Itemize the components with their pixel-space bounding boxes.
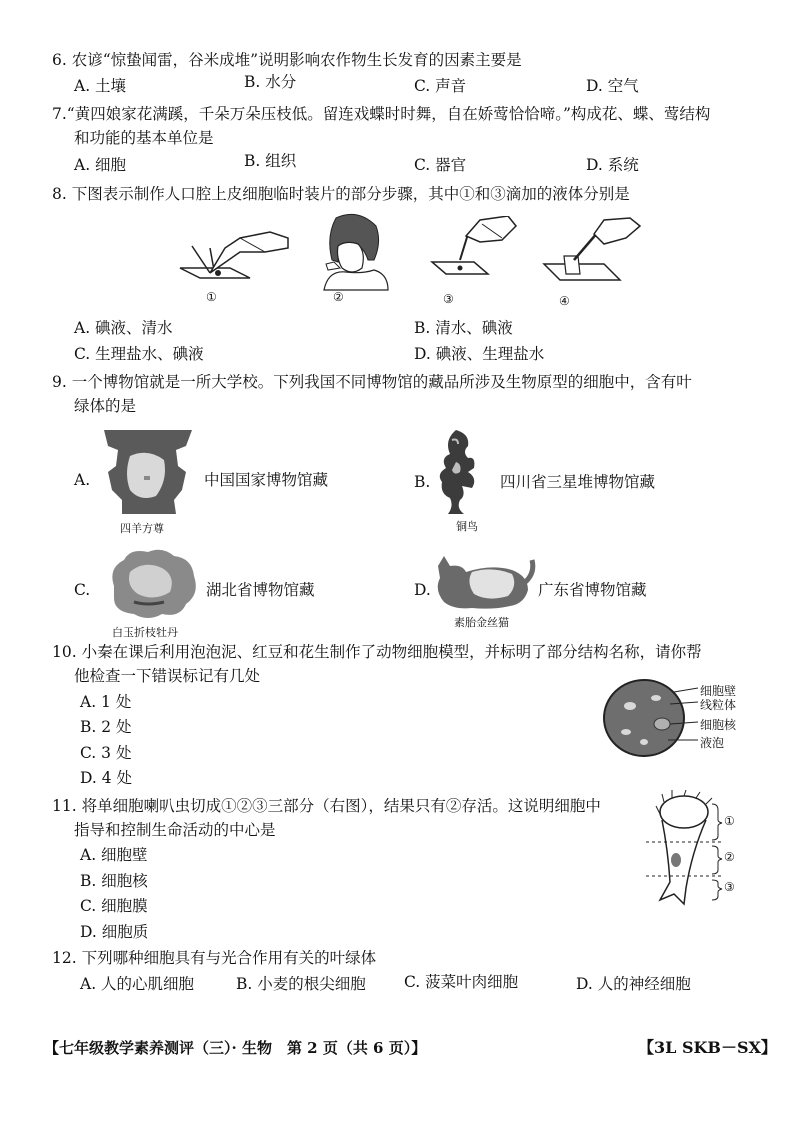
q9-option-c-museum: 湖北省博物馆藏 bbox=[206, 581, 315, 599]
q10-option-b: B. 2 处 bbox=[80, 718, 132, 736]
q10-option-a: A. 1 处 bbox=[80, 693, 132, 711]
q11-option-a: A. 细胞壁 bbox=[80, 846, 148, 864]
q11-option-d: D. 细胞质 bbox=[80, 923, 149, 941]
q11-trumpet-worm-figure bbox=[640, 790, 730, 908]
q6-option-a: A. 土壤 bbox=[74, 77, 127, 95]
q9-option-b-image bbox=[432, 428, 492, 518]
q10-option-d: D. 4 处 bbox=[80, 769, 133, 787]
q8-option-b: B. 清水、碘液 bbox=[414, 319, 513, 337]
q8-option-a: A. 碘液、清水 bbox=[74, 319, 173, 337]
q7-option-b: B. 组织 bbox=[244, 152, 297, 170]
q9-option-d-image bbox=[432, 546, 536, 616]
q10-label-cell-wall: 细胞壁 bbox=[700, 684, 737, 698]
q7-option-d: D. 系统 bbox=[586, 156, 639, 174]
q8-stem: 8. 下图表示制作人口腔上皮细胞临时装片的部分步骤，其中①和③滴加的液体分别是 bbox=[52, 185, 630, 203]
q9-option-b-museum: 四川省三星堆博物馆藏 bbox=[500, 473, 656, 491]
q10-label-nucleus: 细胞核 bbox=[700, 718, 737, 732]
q9-stem-line1: 9. 一个博物馆就是一所大学校。下列我国不同博物馆的藏品所涉及生物原型的细胞中，含有叶 bbox=[52, 373, 692, 391]
page-footer-left: 【七年级教学素养测评（三）· 生物 第 2 页（共 6 页）】 bbox=[44, 1039, 427, 1057]
q8-step4-label: ④ bbox=[559, 294, 570, 308]
q11-option-c: C. 细胞膜 bbox=[80, 897, 148, 915]
q10-label-mitochondria: 线粒体 bbox=[700, 698, 737, 712]
q9-option-d-caption: 素胎金丝猫 bbox=[454, 616, 509, 629]
q9-option-c-image bbox=[104, 546, 200, 622]
q8-step1-label: ① bbox=[206, 290, 217, 304]
q6-option-c: C. 声音 bbox=[414, 77, 467, 95]
q8-step2-illustration bbox=[318, 212, 390, 292]
q8-option-d: D. 碘液、生理盐水 bbox=[414, 345, 545, 363]
q8-option-c: C. 生理盐水、碘液 bbox=[74, 345, 204, 363]
q8-step4-illustration bbox=[534, 216, 644, 290]
q12-option-a: A. 人的心肌细胞 bbox=[80, 975, 195, 993]
q12-option-b: B. 小麦的根尖细胞 bbox=[236, 975, 366, 993]
q9-option-d-letter: D. bbox=[414, 581, 431, 599]
q9-option-a-caption: 四羊方尊 bbox=[120, 522, 164, 535]
q11-label-part2: ② bbox=[724, 850, 735, 864]
q9-option-b-letter: B. bbox=[414, 473, 431, 491]
q7-option-c: C. 器官 bbox=[414, 156, 467, 174]
q8-step3-label: ③ bbox=[443, 292, 454, 306]
q7-stem-line1: 7.“黄四娘家花满蹊，千朵万朵压枝低。留连戏蝶时时舞，自在娇莺恰恰啼。”构成花、蝶、莺结构 bbox=[52, 105, 711, 123]
page-footer-code: 【3L SKB－SX】 bbox=[638, 1038, 777, 1057]
q9-option-d-museum: 广东省博物馆藏 bbox=[538, 581, 647, 599]
q11-option-b: B. 细胞核 bbox=[80, 872, 148, 890]
q10-option-c: C. 3 处 bbox=[80, 744, 132, 762]
q6-stem: 6. 农谚“惊蛰闻雷，谷米成堆”说明影响农作物生长发育的因素主要是 bbox=[52, 51, 522, 69]
q10-stem-line2: 他检查一下错误标记有几处 bbox=[74, 667, 261, 685]
q12-option-d: D. 人的神经细胞 bbox=[576, 975, 691, 993]
q9-option-c-letter: C. bbox=[74, 581, 91, 599]
q7-stem-line2: 和功能的基本单位是 bbox=[74, 129, 214, 147]
q11-label-part3: ③ bbox=[724, 880, 735, 894]
q7-option-a: A. 细胞 bbox=[74, 156, 127, 174]
q9-option-b-caption: 铜鸟 bbox=[456, 520, 478, 533]
q9-option-c-caption: 白玉折枝牡丹 bbox=[112, 626, 178, 639]
q11-stem-line2: 指导和控制生命活动的中心是 bbox=[74, 821, 276, 839]
q8-step2-label: ② bbox=[333, 290, 344, 304]
q12-option-c: C. 菠菜叶肉细胞 bbox=[404, 973, 519, 991]
q9-option-a-image bbox=[100, 426, 196, 518]
q10-cell-model-figure bbox=[600, 676, 700, 760]
q9-option-a-museum: 中国国家博物馆藏 bbox=[204, 471, 329, 489]
q12-stem: 12. 下列哪种细胞具有与光合作用有关的叶绿体 bbox=[52, 949, 377, 967]
q6-option-d: D. 空气 bbox=[586, 77, 639, 95]
q9-stem-line2: 绿体的是 bbox=[74, 397, 137, 415]
q10-stem-line1: 10. 小秦在课后利用泡泡泥、红豆和花生制作了动物细胞模型，并标明了部分结构名称，请你帮 bbox=[52, 643, 702, 661]
q8-step1-illustration bbox=[170, 218, 290, 293]
q10-label-vacuole: 液泡 bbox=[700, 736, 725, 750]
q8-step3-illustration bbox=[418, 216, 518, 288]
q11-stem-line1: 11. 将单细胞喇叭虫切成①②③三部分（右图），结果只有②存活。这说明细胞中 bbox=[52, 797, 601, 815]
q6-option-b: B. 水分 bbox=[244, 73, 297, 91]
q9-option-a-letter: A. bbox=[74, 471, 91, 489]
q11-label-part1: ① bbox=[724, 814, 735, 828]
